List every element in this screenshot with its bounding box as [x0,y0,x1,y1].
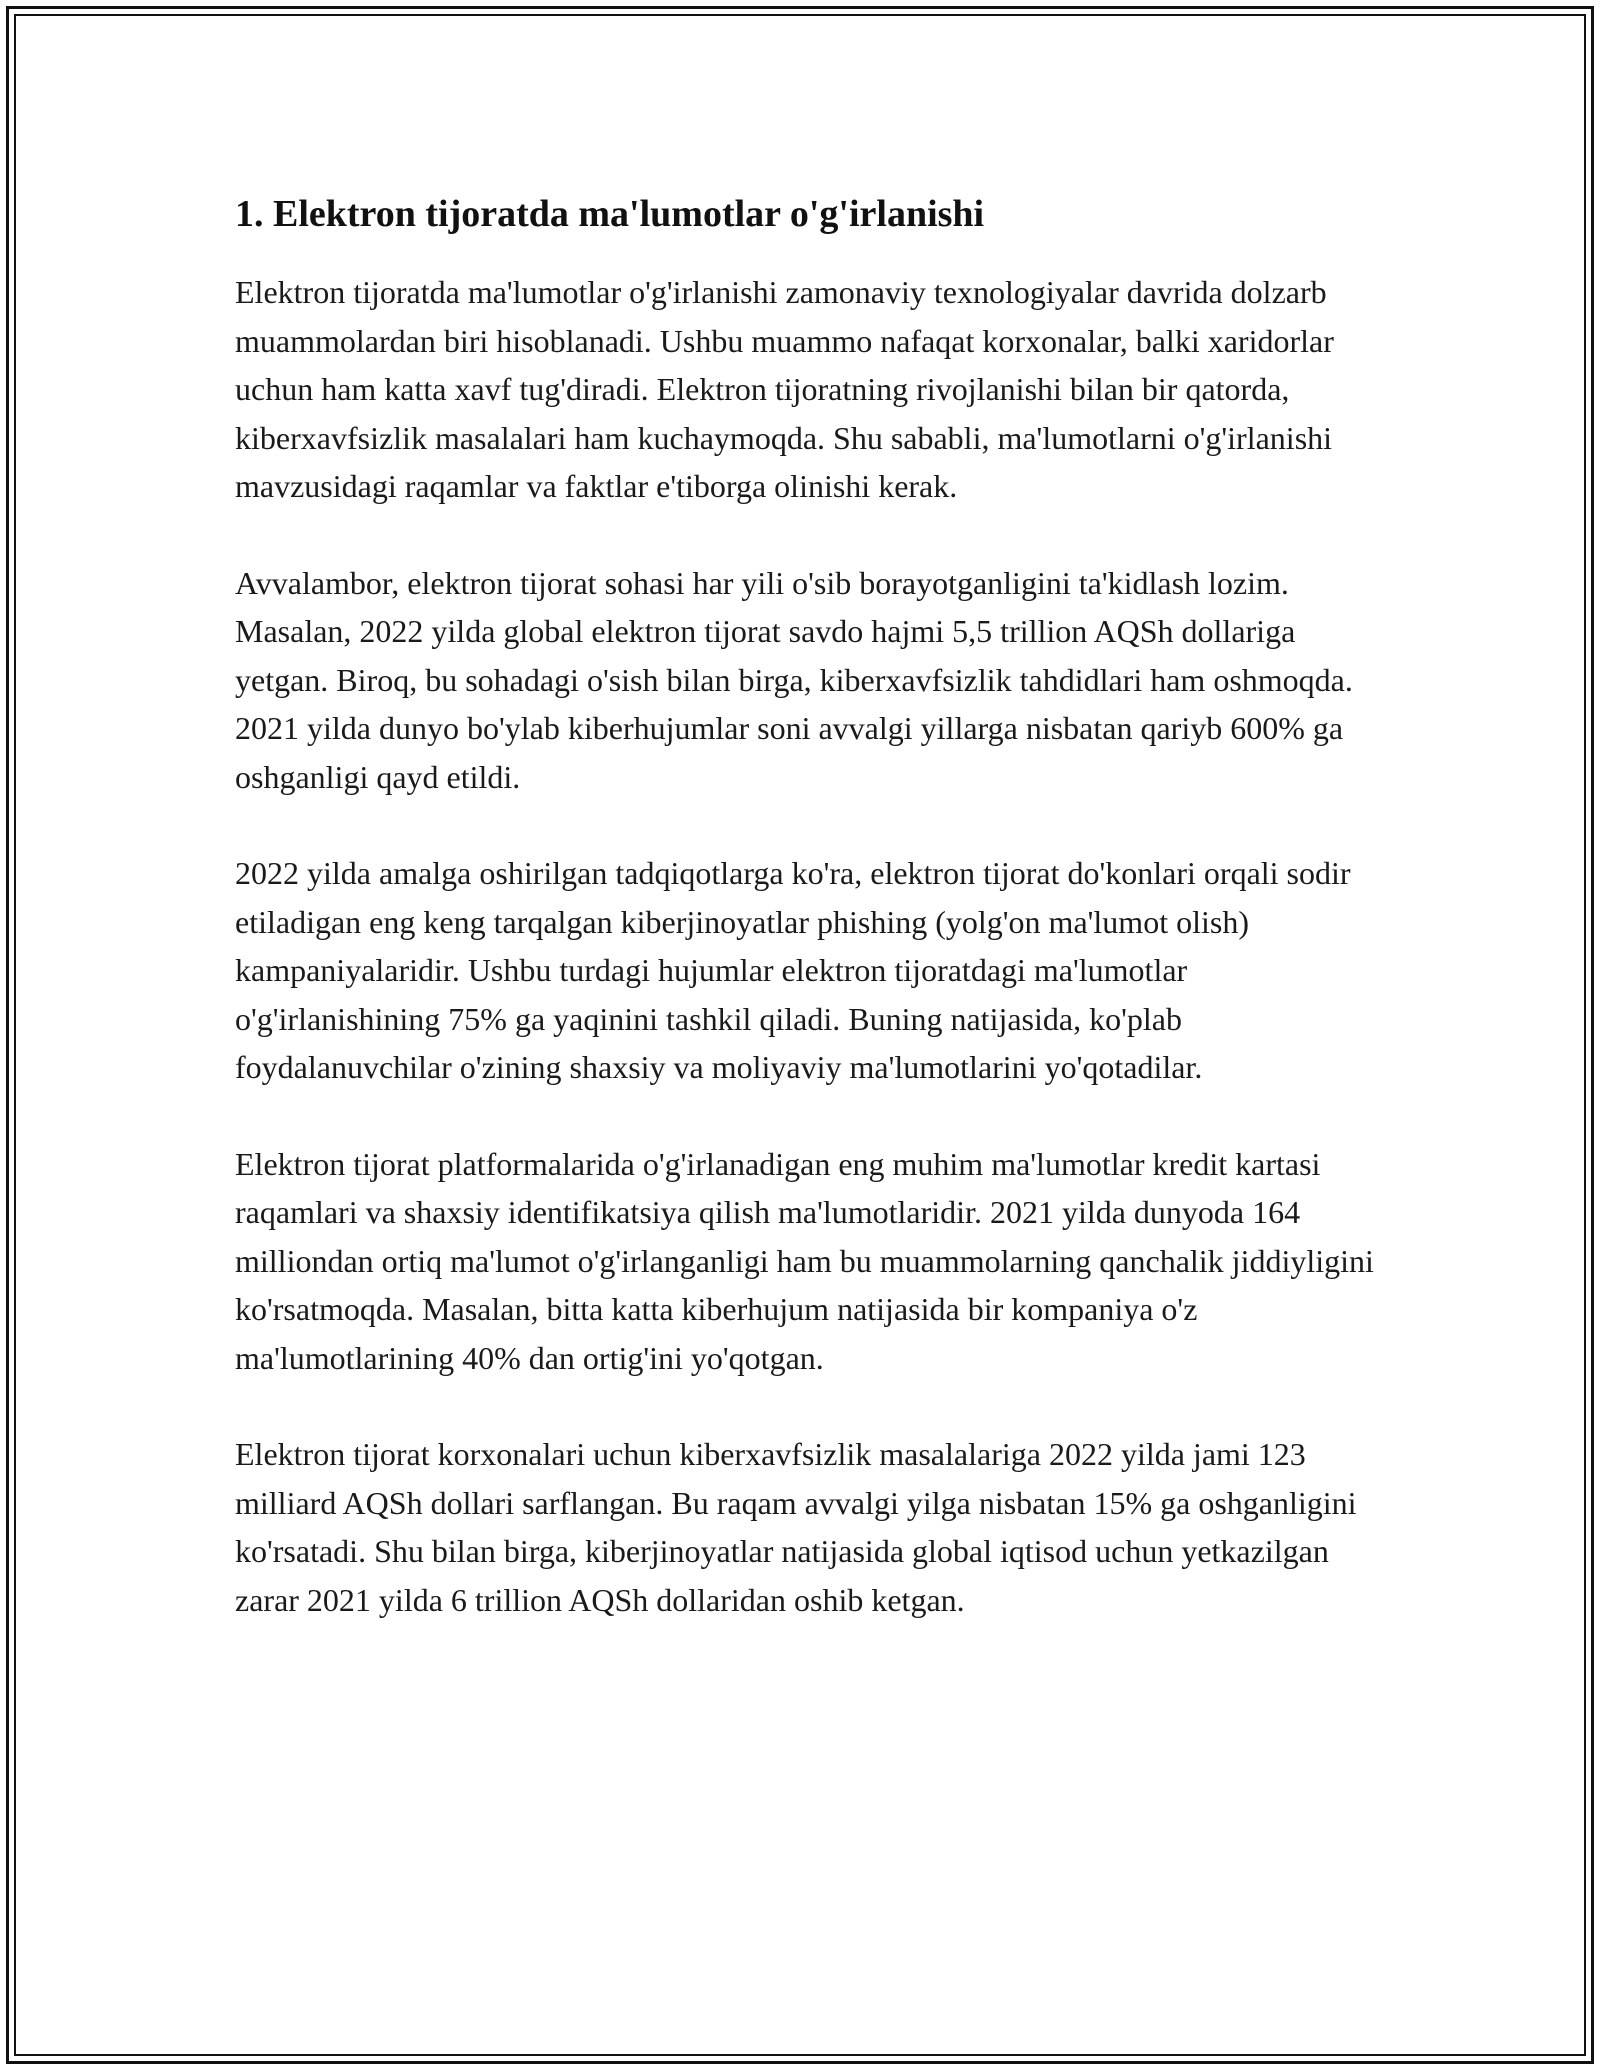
paragraph-2: Avvalambor, elektron tijorat sohasi har yili o'sib borayotganligini ta'kidlash lozim. Masalan, 2022 yilda global elektron tijorat savdo hajmi 5,5 trillion AQSh dollariga yetgan. Biroq, bu sohadagi o'sish bilan birga, kiberxavfsizlik tahdidlari ham oshmoqda. 2021 yilda dunyo bo'ylab kiberhujumlar soni avvalgi yillarga nisbatan qariyb 600% ga oshganligi qayd etildi. [235,564,1353,795]
document-body [235,186,1375,1672]
paragraph-5: Elektron tijorat korxonalari uchun kiberxavfsizlik masalalariga 2022 yilda jami 123 milliard AQSh dollari sarflangan. Bu raqam avvalgi yilga nisbatan 15% ga oshganligini ko'rsatadi. Shu bilan birga, kiberjinoyatlar natijasida global iqtisod uchun yetkazilgan zarar 2021 yilda 6 trillion AQSh dollaridan oshib ketgan. [235,1436,1357,1618]
paragraph-4: Elektron tijorat platformalarida o'g'irlanadigan eng muhim ma'lumotlar kredit kartasi raqamlari va shaxsiy identifikatsiya qilish ma'lumotlaridir. 2021 yilda dunyoda 164 milliondan ortiq ma'lumot o'g'irlanganligi ham bu muammolarning qanchalik jiddiyligini ko'rsatmoqda. Masalan, bitta katta kiberhujum natijasida bir kompaniya o'z ma'lumotlarining 40% dan ortig'ini yo'qotgan. [235,1145,1374,1376]
paragraph-3: 2022 yilda amalga oshirilgan tadqiqotlarga ko'ra, elektron tijorat do'konlari orqali sodir etiladigan eng keng tarqalgan kiberjinoyatlar phishing (yolg'on ma'lumot olish) kampaniyalaridir. Ushbu turdagi hujumlar elektron tijoratdagi ma'lumotlar o'g'irlanishining 75% ga yaqinini tashkil qiladi. Buning natijasida, ko'plab foydalanuvchilar o'zining shaxsiy va moliyaviy ma'lumotlarini yo'qotadilar. [235,855,1351,1085]
paragraph-1: Elektron tijoratda ma'lumotlar o'g'irlanishi zamonaviy texnologiyalar davrida dolzarb muammolardan biri hisoblanadi. Ushbu muammo nafaqat korxonalar, balki xaridorlar uchun ham katta xavf tug'diradi. Elektron tijoratning rivojlanishi bilan bir qatorda, kiberxavfsizlik masalalari ham kuchaymoqda. Shu sababli, ma'lumotlarni o'g'irlanishi mavzusidagi raqamlar va faktlar e'tiborga olinishi kerak. [235,274,1334,504]
page-title: 1. Elektron tijoratda ma'lumotlar o'g'irlanishi [235,193,985,235]
